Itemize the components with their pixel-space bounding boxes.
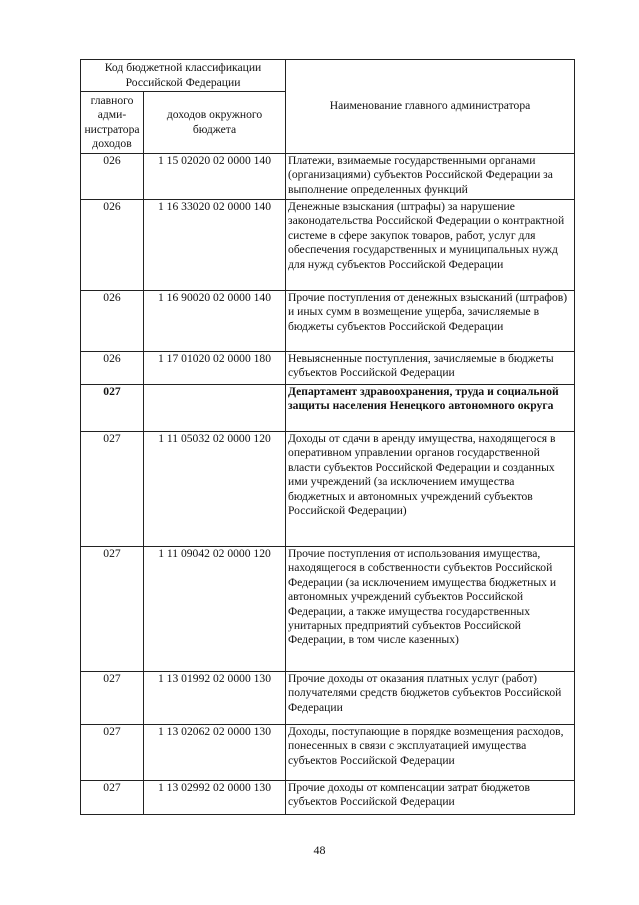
table-row (81, 432, 575, 547)
table-row (81, 200, 575, 291)
admin-code-cell: 026 (81, 352, 144, 385)
admin-code-cell: 027 (81, 432, 144, 547)
administrator-name-column-header: Наименование главного администратора (286, 60, 575, 154)
admin-code-cell: 027 (81, 547, 144, 672)
table-row-department-heading (81, 385, 575, 432)
budget-classification-table (80, 59, 575, 815)
administrator-name-cell: Доходы, поступающие в порядке возмещения расходов, понесенных в связи с эксплуатацией имущества субъектов Российской Федерации (286, 725, 575, 781)
admin-code-cell: 027 (81, 672, 144, 725)
administrator-name-cell: Доходы от сдачи в аренду имущества, находящегося в оперативном управлении органов государственной власти субъектов Российской Федерации и созданных ими учреждений (за исключением имущества бюджетных и автономных учреждений субъектов Российской Федерации) (286, 432, 575, 547)
budget-code-cell: 1 13 02992 02 0000 130 (144, 781, 286, 815)
budget-code-cell: 1 13 01992 02 0000 130 (144, 672, 286, 725)
administrator-name-cell: Прочие поступления от использования имущества, находящегося в собственности субъектов Российской Федерации (за исключением имущества бюджетных и автономных учреждений субъектов Российской Федерации, а также имущества государственных унитарных предприятий субъектов Российской Федерации, в том числе казенных) (286, 547, 575, 672)
administrator-name-cell: Прочие доходы от компенсации затрат бюджетов субъектов Российской Федерации (286, 781, 575, 815)
budget-code-cell: 1 15 02020 02 0000 140 (144, 154, 286, 200)
classification-code-group-header: Код бюджетной классификации Российской Федерации (81, 60, 286, 92)
department-name-cell: Департамент здравоохранения, труда и социальной защиты населения Ненецкого автономного округа (286, 385, 575, 432)
administrator-name-cell: Прочие поступления от денежных взысканий (штрафов) и иных сумм в возмещение ущерба, зачисляемые в бюджеты субъектов Российской Федерации (286, 291, 575, 352)
table-row (81, 547, 575, 672)
budget-code-cell: 1 11 09042 02 0000 120 (144, 547, 286, 672)
table-row (81, 781, 575, 815)
table-row (81, 154, 575, 200)
budget-code-cell: 1 16 90020 02 0000 140 (144, 291, 286, 352)
page-number: 48 (313, 843, 326, 857)
admin-code-cell: 027 (81, 781, 144, 815)
budget-code-cell (144, 385, 286, 432)
budget-code-cell: 1 13 02062 02 0000 130 (144, 725, 286, 781)
budget-code-column-header: доходов окружного бюджета (144, 92, 286, 154)
budget-code-cell: 1 17 01020 02 0000 180 (144, 352, 286, 385)
admin-code-column-header: главного адми-нистратора доходов (81, 92, 144, 154)
admin-code-cell: 026 (81, 291, 144, 352)
admin-code-cell: 027 (81, 725, 144, 781)
administrator-name-cell: Невыясненные поступления, зачисляемые в бюджеты субъектов Российской Федерации (286, 352, 575, 385)
table-row (81, 352, 575, 385)
budget-code-cell: 1 11 05032 02 0000 120 (144, 432, 286, 547)
table-body (81, 154, 575, 815)
table-row (81, 291, 575, 352)
administrator-name-cell: Денежные взыскания (штрафы) за нарушение законодательства Российской Федерации о контрактной системе в сфере закупок товаров, работ, услуг для обеспечения государственных и муниципальных нужд для нужд субъектов Российской Федерации (286, 200, 575, 291)
table-row (81, 725, 575, 781)
administrator-name-cell: Прочие доходы от оказания платных услуг (работ) получателями средств бюджетов субъектов Российской Федерации (286, 672, 575, 725)
admin-code-cell: 026 (81, 154, 144, 200)
admin-code-cell: 026 (81, 200, 144, 291)
table-row (81, 672, 575, 725)
budget-code-cell: 1 16 33020 02 0000 140 (144, 200, 286, 291)
administrator-name-cell: Платежи, взимаемые государственными органами (организациями) субъектов Российской Федерации за выполнение определенных функций (286, 154, 575, 200)
admin-code-cell: 027 (81, 385, 144, 432)
